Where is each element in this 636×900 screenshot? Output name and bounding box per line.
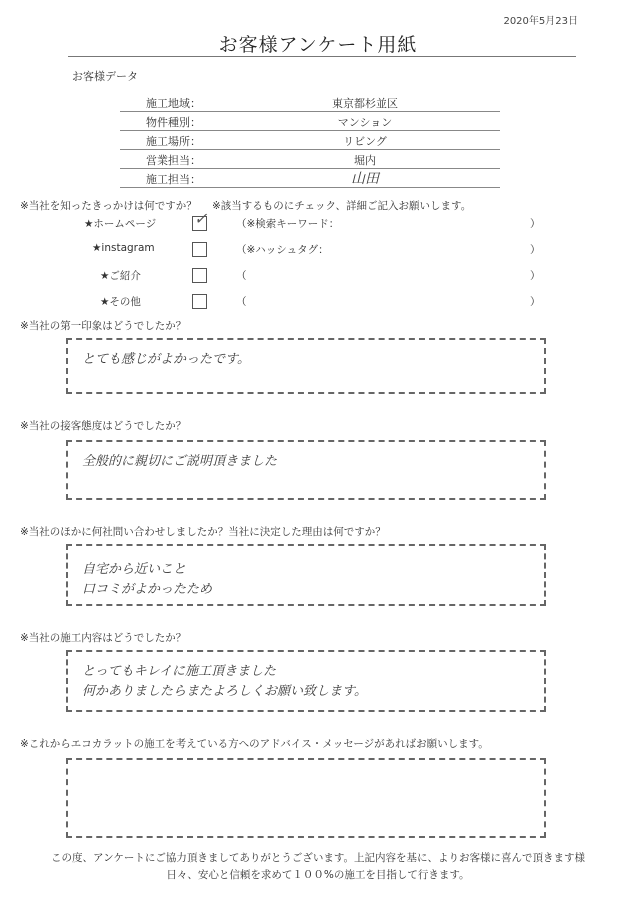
customer-row-value: 堀内 [354, 154, 376, 167]
customer-row-sales [120, 149, 500, 169]
source-row-referral [0, 266, 636, 286]
answer-box-other-companies[interactable] [66, 544, 546, 606]
source-detail-prompt: （ [236, 270, 247, 282]
customer-row-value-handwritten: 山田 [351, 171, 379, 187]
source-row-other [0, 292, 636, 312]
customer-row-value: リビング [343, 135, 387, 148]
source-checkbox-instagram[interactable] [192, 242, 207, 257]
question-advice-message: ※これからエコカラットの施工を考えている方へのアドバイス・メッセージがあればお願いします。 [20, 738, 489, 750]
source-detail-close: ） [530, 218, 541, 230]
source-checkbox-referral[interactable] [192, 268, 207, 283]
customer-row-value: 東京都杉並区 [332, 97, 398, 110]
source-detail-close: ） [530, 296, 541, 308]
source-label: ★ご紹介 [100, 270, 141, 282]
customer-row-installer [120, 168, 500, 188]
checkmark-icon: ✓ [194, 209, 208, 228]
title-underline [68, 56, 576, 57]
customer-row-label: 物件種別： [146, 116, 201, 129]
handwritten-answer: 全般的に親切にご説明頂きました [82, 454, 278, 469]
handwritten-answer-line: 口コミがよかったため [82, 582, 213, 597]
customer-row-location [120, 130, 500, 150]
source-row-homepage [0, 209, 636, 234]
source-row-instagram [0, 240, 636, 260]
question-how-found-note: ※該当するものにチェック、詳細ご記入お願いします。 [212, 200, 472, 212]
handwritten-answer-line: とってもキレイに施工頂きました [82, 664, 276, 679]
question-first-impression: ※当社の第一印象はどうでしたか？ [20, 320, 187, 332]
answer-box-service-attitude[interactable] [66, 440, 546, 500]
handwritten-answer-line: 自宅から近いこと [82, 562, 187, 577]
question-service-attitude: ※当社の接客態度はどうでしたか？ [20, 420, 187, 432]
answer-box-advice-message[interactable] [66, 758, 546, 838]
source-checkbox-other[interactable] [192, 294, 207, 309]
footer-line: この度、アンケートにご協力頂きましてありがとうございます。上記内容を基に、よりお客様に喜んで頂きます様 [50, 852, 586, 864]
customer-row-value: マンション [337, 116, 393, 129]
source-detail-close: ） [530, 244, 541, 256]
source-label: ★instagram [92, 242, 155, 254]
source-label: ★その他 [100, 296, 141, 308]
answer-box-construction-quality[interactable] [66, 650, 546, 712]
handwritten-answer: とても感じがよかったです。 [82, 352, 250, 367]
source-detail-prompt: （※検索キーワード： [236, 218, 340, 230]
customer-data-heading: お客様データ [72, 70, 138, 83]
question-how-found: ※当社を知ったきっかけは何ですか？ [20, 200, 197, 212]
survey-date: 2020年5月23日 [503, 16, 578, 27]
question-construction-quality: ※当社の施工内容はどうでしたか？ [20, 632, 187, 644]
source-detail-close: ） [530, 270, 541, 282]
footer-message [0, 850, 636, 884]
customer-row-label: 施工地域： [146, 97, 201, 110]
handwritten-answer-line: 何かありましたらまたよろしくお願い致します。 [82, 684, 367, 699]
source-detail-prompt: （※ハッシュタグ： [236, 244, 329, 256]
footer-line: 日々、安心と信頼を求めて１００%の施工を目指して行きます。 [166, 869, 470, 881]
source-detail-prompt: （ [236, 296, 247, 308]
source-checkbox-homepage[interactable] [192, 209, 208, 231]
customer-row-area [120, 92, 500, 112]
question-other-companies: ※当社のほかに何社問い合わせしましたか？当社に決定した理由は何ですか？ [20, 526, 386, 538]
page-title: お客様アンケート用紙 [218, 34, 418, 56]
answer-box-first-impression[interactable] [66, 338, 546, 394]
customer-row-label: 施工担当： [146, 173, 201, 186]
customer-row-property-type [120, 111, 500, 131]
customer-row-label: 営業担当： [146, 154, 201, 167]
customer-row-label: 施工場所： [146, 135, 201, 148]
source-label: ★ホームページ [84, 218, 157, 230]
